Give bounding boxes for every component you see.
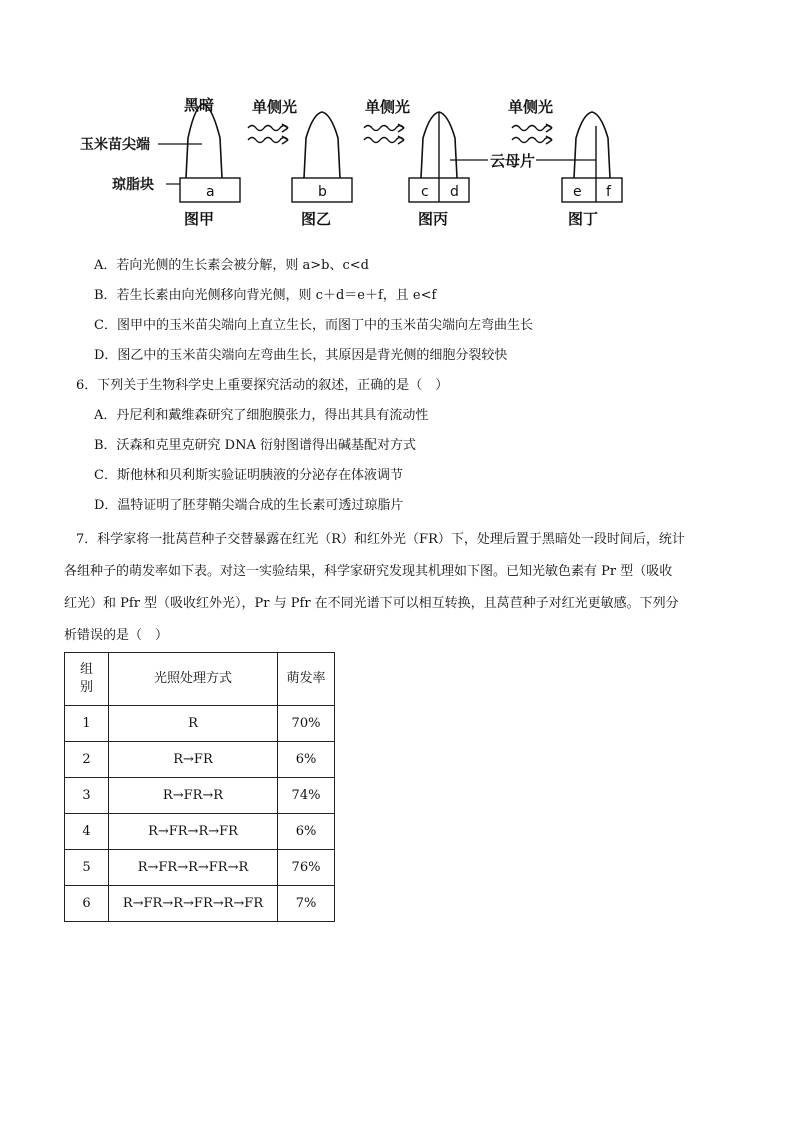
block-label-f: f [606,184,611,200]
germination-table [64,652,335,922]
table-row [65,850,335,886]
q5-option-c: C．图甲中的玉米苗尖端向上直立生长，而图丁中的玉米苗尖端向左弯曲生长 [94,318,533,333]
coleoptile-figure [60,88,660,238]
cell-rate: 6% [278,814,335,850]
cell-group: 3 [65,778,109,814]
header-treatment: 光照处理方式 [109,653,278,706]
agar-block-ef [562,178,622,202]
light-waves-ding [512,124,552,144]
q6-option-b: B．沃森和克里克研究 DNA 衍射图谱得出碱基配对方式 [94,438,417,453]
q6-stem: 6．下列关于生物科学史上重要探究活动的叙述，正确的是（ ） [76,378,449,393]
caption-yi: 图乙 [301,210,332,228]
block-label-b: b [318,184,327,200]
cell-treatment: R→FR→R→FR→R [109,850,278,886]
table-row [65,886,335,922]
block-label-e: e [573,184,582,200]
caption-bing: 图丙 [418,210,449,228]
q7-line-1: 7．科学家将一批莴苣种子交替暴露在红光（R）和红外光（FR）下，处理后置于黑暗处一段时间后，统计 [76,532,685,547]
cell-rate: 7% [278,886,335,922]
table-row [65,706,335,742]
cell-group: 2 [65,742,109,778]
cell-group: 6 [65,886,109,922]
label-dark: 黑暗 [184,96,215,114]
cell-group: 5 [65,850,109,886]
q7-line-2: 各组种子的萌发率如下表。对这一实验结果，科学家研究发现其机理如下图。已知光敏色素有 Pr 型（吸收 [64,564,673,579]
header-group [65,653,109,706]
q5-option-b: B．若生长素由向光侧移向背光侧，则 c＋d＝e＋f，且 e<f [94,288,437,303]
caption-jia: 图甲 [184,210,215,228]
label-tip: 玉米苗尖端 [80,137,150,153]
coleoptile-yi [304,112,340,178]
coleoptile-ding [574,112,610,178]
block-label-d: d [450,184,459,200]
header-group-text: 组别 [79,662,93,695]
table-row [65,742,335,778]
header-rate: 萌发率 [278,653,335,706]
q7-line-4: 析错误的是（ ） [64,628,169,643]
cell-treatment: R [109,706,278,742]
table-header-row [65,653,335,706]
cell-rate: 76% [278,850,335,886]
cell-treatment: R→FR→R [109,778,278,814]
q6-option-c: C．斯他林和贝利斯实验证明胰液的分泌存在体液调节 [94,468,403,483]
label-mica: 云母片 [490,152,536,170]
q5-option-d: D．图乙中的玉米苗尖端向左弯曲生长，其原因是背光侧的细胞分裂较快 [94,348,508,363]
q5-option-a: A．若向光侧的生长素会被分解，则 a>b、c<d [94,258,369,273]
label-agar: 琼脂块 [112,177,154,193]
cell-group: 1 [65,706,109,742]
q6-option-a: A．丹尼利和戴维森研究了细胞膜张力，得出其具有流动性 [94,408,429,423]
cell-treatment: R→FR→R→FR [109,814,278,850]
q7-line-3: 红光）和 Pfr 型（吸收红外光），Pr 与 Pfr 在不同光谱下可以相互转换，且莴苣种子对红光更敏感。下列分 [64,596,679,611]
cell-rate: 6% [278,742,335,778]
light-waves-yi [248,124,288,144]
caption-ding: 图丁 [568,210,599,228]
block-label-a: a [206,184,215,200]
label-side-light-bing: 单侧光 [365,98,411,116]
label-side-light-yi: 单侧光 [252,98,298,116]
cell-treatment: R→FR→R→FR→R→FR [109,886,278,922]
cell-rate: 74% [278,778,335,814]
cell-treatment: R→FR [109,742,278,778]
label-side-light-ding: 单侧光 [508,98,554,116]
table-row [65,778,335,814]
cell-rate: 70% [278,706,335,742]
cell-group: 4 [65,814,109,850]
coleoptile-jia [186,104,222,178]
table-row [65,814,335,850]
q6-option-d: D．温特证明了胚芽鞘尖端合成的生长素可透过琼脂片 [94,498,404,513]
block-label-c: c [421,184,429,200]
light-waves-bing [364,124,404,144]
coleoptile-diagram [60,88,660,238]
